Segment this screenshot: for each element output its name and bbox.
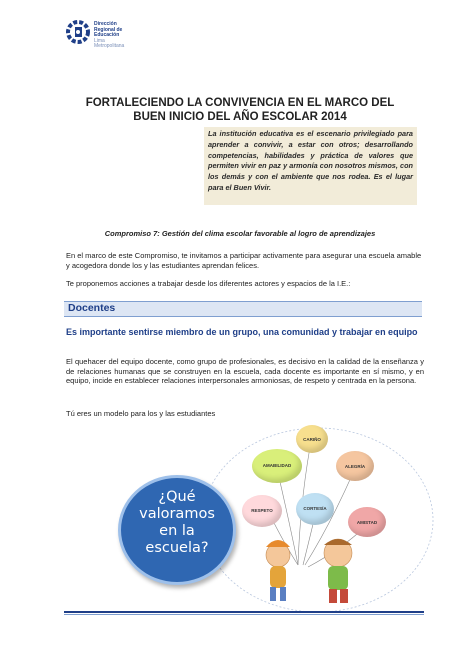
title-line-2: BUEN INICIO DEL AÑO ESCOLAR 2014 [133, 111, 347, 123]
section-title: Docentes [68, 302, 116, 314]
illustration [100, 415, 440, 615]
teachers-paragraph: El quehacer del equipo docente, como grupo de profesionales, es decisivo en la calidad de la enseñanza y de relaciones humanas que se construyen en la escuela, cada docente es importante en sí mismo, y en equipo, incide en establecer relaciones interpersonales armoniosas, de respeto y centrada en la persona. [66, 357, 424, 386]
quote-box: La institución educativa es el escenario privilegiado para aprender a convivir, a estar con otros; desarrollando competencias, habilidades y práctica de valores que permiten vivir en paz y armonía con nosotros mismos, con los demás y con el ambiente que nos rodea. Es el lugar para el Buen Vivir. [204, 127, 417, 205]
balloon-respeto: RESPETO [242, 495, 282, 527]
section-bar [64, 301, 422, 317]
balloon-carino: CARIÑO [296, 425, 328, 453]
commitment-heading: Compromiso 7: Gestión del clima escolar favorable al logro de aprendizajes [104, 229, 376, 238]
footer-divider-thin [64, 614, 424, 615]
model-paragraph: Tú eres un modelo para los y las estudiantes [66, 409, 216, 418]
title-line-1: FORTALECIENDO LA CONVIVENCIA EN EL MARCO DEL [85, 97, 395, 109]
page-title [60, 96, 420, 124]
question-text: ¿Qué valoramos en la escuela? [139, 489, 215, 556]
institution-logo [66, 18, 186, 54]
balloon-amabilidad: AMABILIDAD [252, 449, 302, 483]
subheading: Es importante sentirse miembro de un grupo, una comunidad y trabajar en equipo [66, 327, 418, 337]
balloon-amistad: AMISTAD [348, 507, 386, 537]
logo-mark-icon [66, 18, 90, 48]
actions-paragraph: Te proponemos acciones a trabajar desde los diferentes actores y espacios de la I.E.: [66, 279, 351, 288]
balloon-cortesia: CORTESÍA [296, 493, 334, 525]
intro-paragraph: En el marco de este Compromiso, te invitamos a participar activamente para asegurar una escuela amable y acogedora donde los y las estudiantes aprendan felices. [66, 251, 422, 270]
balloon-alegria: ALEGRÍA [336, 451, 374, 481]
footer-divider [64, 611, 424, 613]
children-figures [266, 539, 352, 603]
logo-text: Dirección Regional de Educación Lima Metropolitana [94, 21, 125, 49]
